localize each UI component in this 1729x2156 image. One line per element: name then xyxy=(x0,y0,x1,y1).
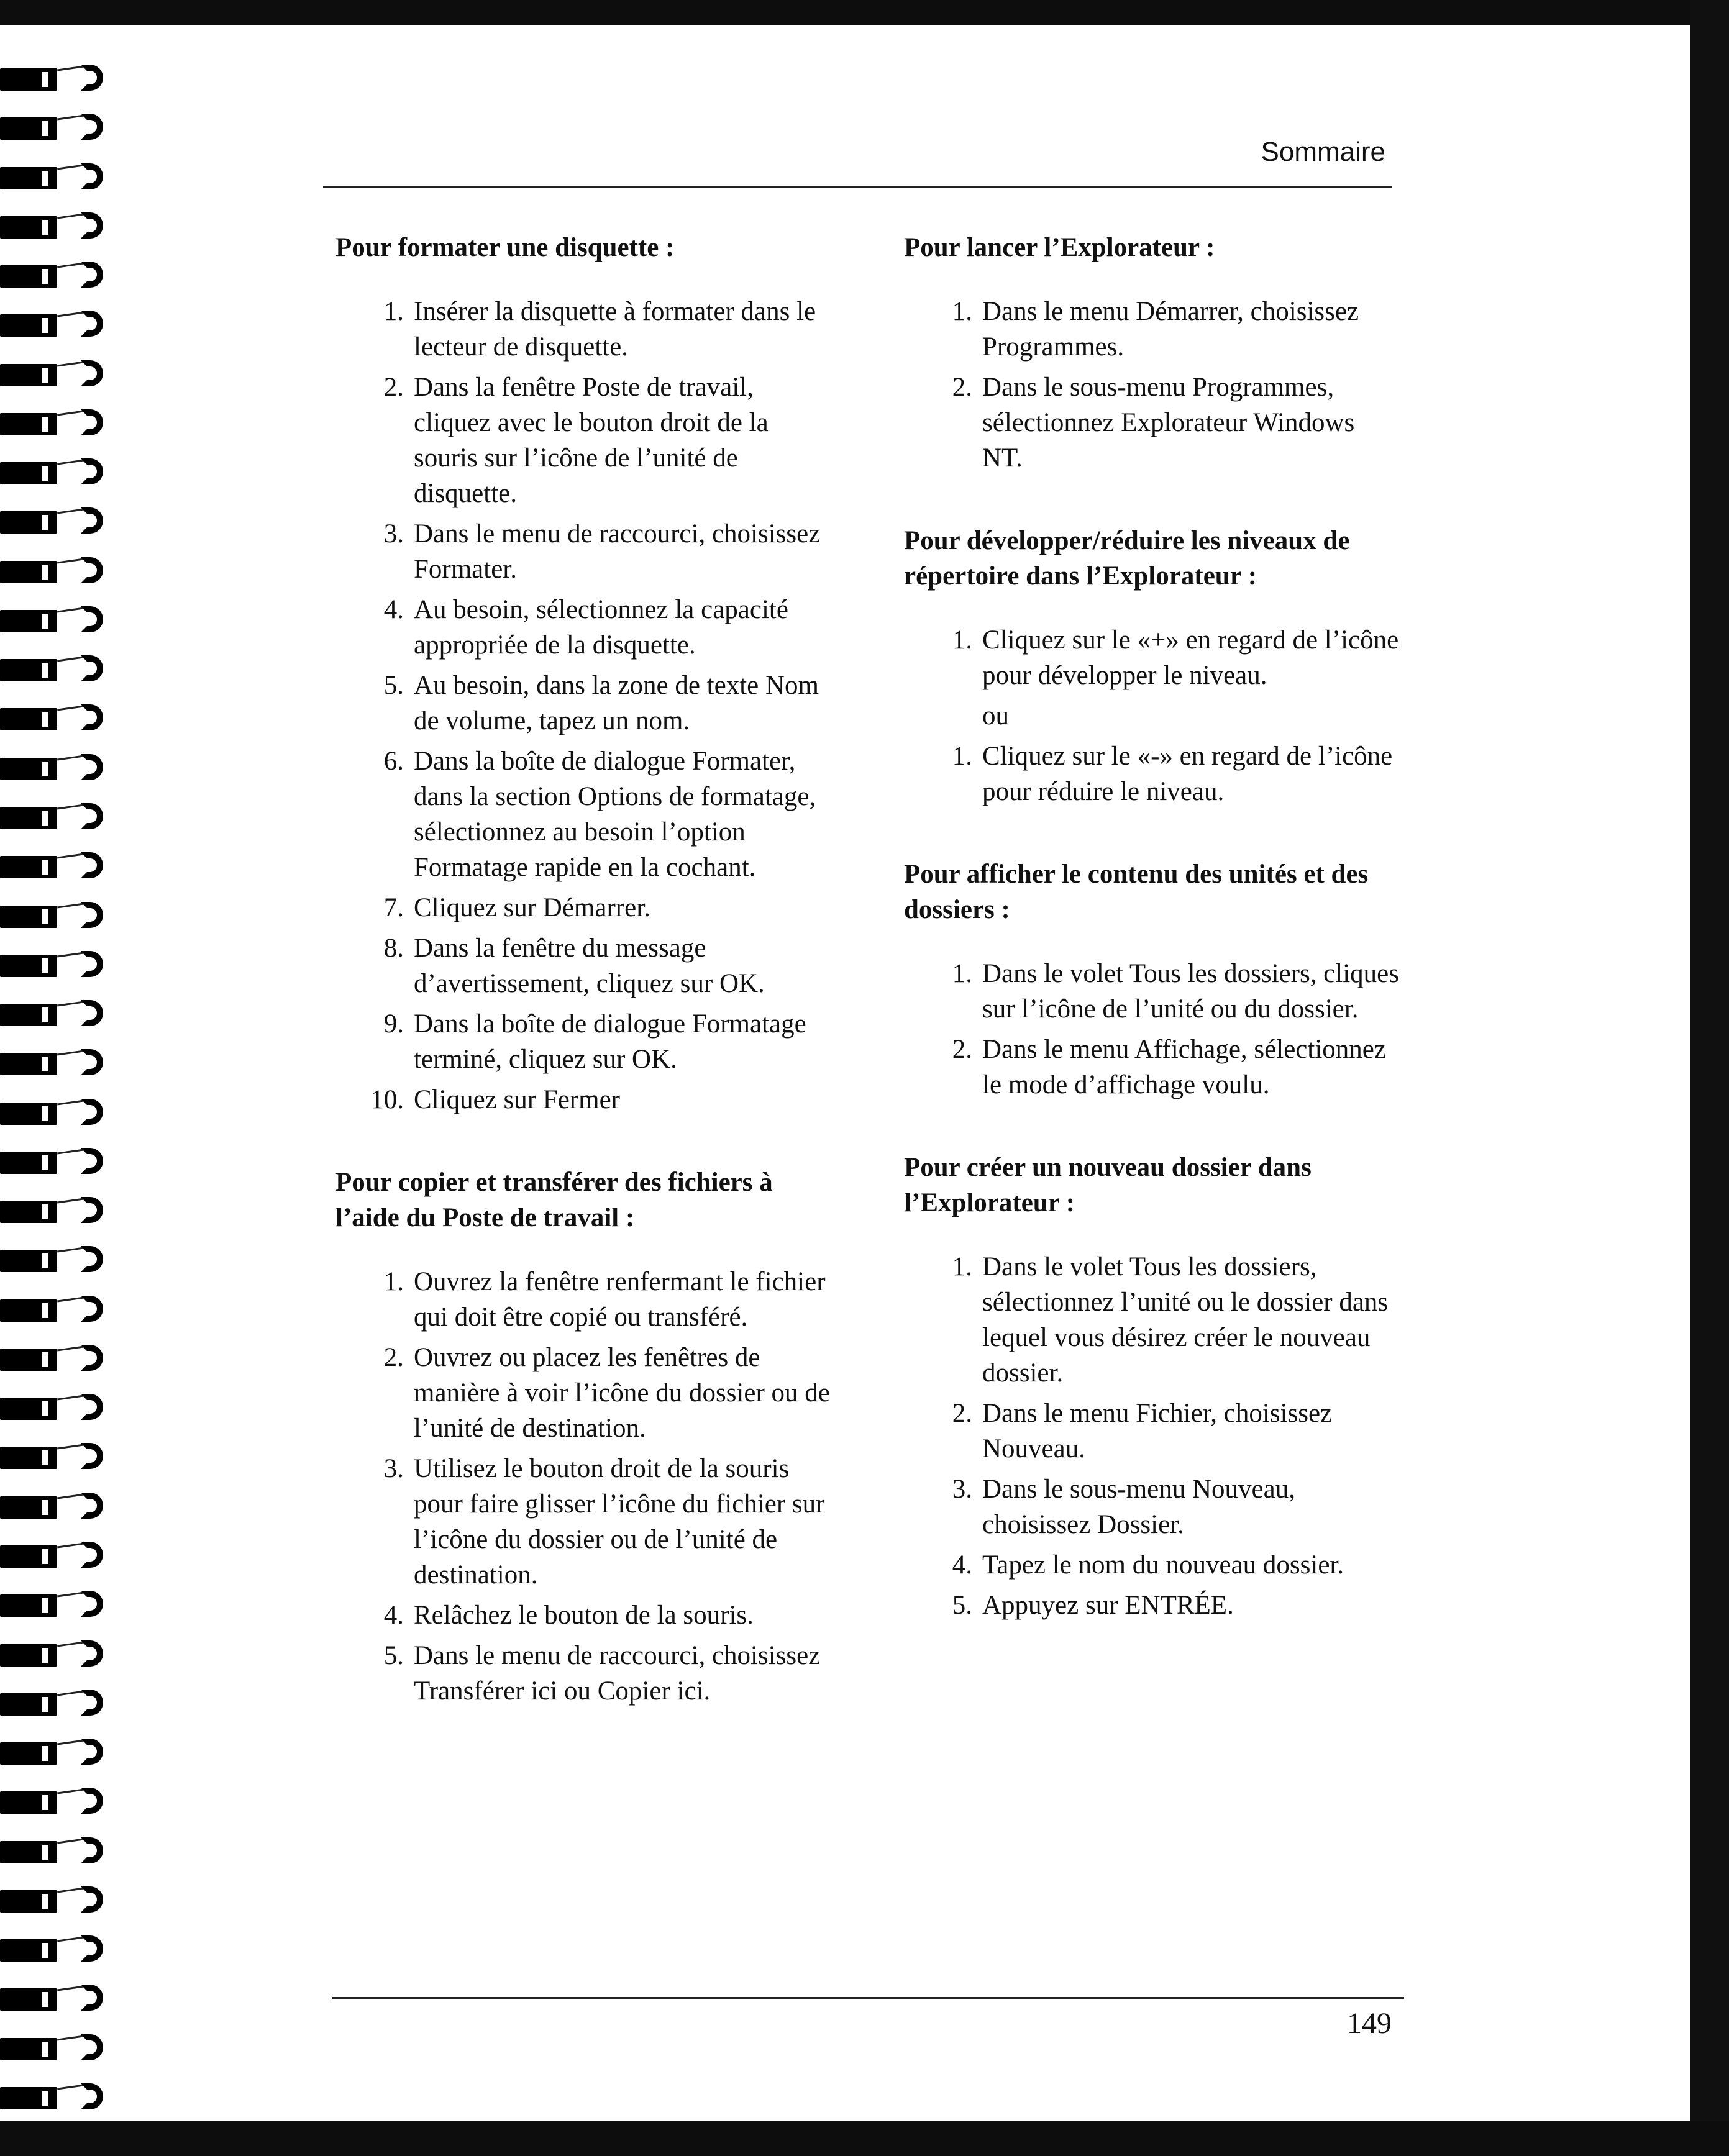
list-item xyxy=(335,1006,833,1077)
step-number: 2. xyxy=(952,1035,972,1064)
binding-ring xyxy=(0,1391,124,1422)
footer-rule xyxy=(332,1997,1404,1999)
binding-ring xyxy=(0,407,124,438)
step-number: 2. xyxy=(383,373,404,402)
step-text: Dans le menu Affichage, sélectionnez le mode d’affichage voulu. xyxy=(982,1035,1386,1099)
spiral-binding xyxy=(0,62,124,2112)
step-text: Dans le menu de raccourci, choisissez Transférer ici ou Copier ici. xyxy=(414,1641,821,1706)
list-item xyxy=(335,1264,833,1335)
list-item xyxy=(335,370,833,511)
step-number: 10. xyxy=(370,1085,404,1114)
procedure-section xyxy=(904,523,1401,809)
list-item xyxy=(335,1082,833,1117)
step-text: Cliquez sur Démarrer. xyxy=(414,893,650,922)
step-number: 1. xyxy=(952,625,972,655)
step-text: Dans le menu Fichier, choisissez Nouveau. xyxy=(982,1399,1333,1463)
binding-ring xyxy=(0,604,124,635)
page-number: 149 xyxy=(1347,2007,1392,2040)
step-text: Au besoin, sélectionnez la capacité appropriée de la disquette. xyxy=(414,595,788,660)
step-list xyxy=(904,294,1401,476)
step-text: Utilisez le bouton droit de la souris pour faire glisser l’icône du fichier sur l’icône du dossier ou de l’unité de destination. xyxy=(414,1454,825,1590)
binding-ring xyxy=(0,850,124,881)
section-title: Pour développer/réduire les niveaux de répertoire dans l’Explorateur : xyxy=(904,526,1350,591)
step-number: 1. xyxy=(952,959,972,988)
step-text: Insérer la disquette à formater dans le lecteur de disquette. xyxy=(414,297,816,362)
list-item xyxy=(904,370,1401,476)
step-number: 3. xyxy=(383,519,404,548)
step-text: Cliquez sur le «+» en regard de l’icône pour développer le niveau. xyxy=(982,625,1399,690)
section-title: Pour formater une disquette : xyxy=(335,233,675,262)
procedure-section xyxy=(335,1165,833,1709)
step-list xyxy=(335,1264,833,1709)
binding-ring xyxy=(0,1539,124,1570)
right-column xyxy=(904,230,1401,1670)
binding-ring xyxy=(0,1490,124,1521)
list-item xyxy=(335,592,833,663)
binding-ring xyxy=(0,210,124,241)
binding-ring xyxy=(0,1096,124,1127)
step-list xyxy=(335,294,833,1117)
binding-ring xyxy=(0,1785,124,1816)
step-number: 2. xyxy=(383,1343,404,1372)
list-item xyxy=(904,1249,1401,1391)
step-number: 8. xyxy=(383,934,404,963)
binding-ring xyxy=(0,1933,124,1964)
section-title: Pour afficher le contenu des unités et des dossiers : xyxy=(904,860,1369,924)
procedure-section xyxy=(904,230,1401,476)
binding-ring xyxy=(0,555,124,586)
binding-ring xyxy=(0,456,124,487)
alternative-separator: ou xyxy=(982,701,1009,730)
list-item xyxy=(904,1396,1401,1467)
scan-border-right xyxy=(1690,0,1729,2156)
binding-ring xyxy=(0,505,124,536)
binding-ring xyxy=(0,308,124,339)
step-number: 4. xyxy=(383,1601,404,1630)
step-text: Dans le volet Tous les dossiers, sélectionnez l’unité ou le dossier dans lequel vous désirez créer le nouveau dossier. xyxy=(982,1252,1389,1388)
step-number: 3. xyxy=(383,1454,404,1483)
binding-ring xyxy=(0,1884,124,1915)
binding-ring xyxy=(0,702,124,733)
step-text: Tapez le nom du nouveau dossier. xyxy=(982,1550,1344,1580)
list-item xyxy=(335,1638,833,1709)
binding-ring xyxy=(0,161,124,192)
list-item xyxy=(335,1340,833,1446)
binding-ring xyxy=(0,1145,124,1176)
binding-ring xyxy=(0,1982,124,2013)
step-number: 4. xyxy=(952,1550,972,1580)
binding-ring xyxy=(0,62,124,93)
binding-ring xyxy=(0,801,124,832)
left-column xyxy=(335,230,833,1756)
binding-ring xyxy=(0,2081,124,2112)
list-item xyxy=(335,668,833,739)
step-number: 1. xyxy=(383,297,404,326)
binding-ring xyxy=(0,752,124,783)
binding-ring xyxy=(0,1194,124,1226)
list-item xyxy=(904,1547,1401,1583)
step-text: Dans le sous-menu Nouveau, choisissez Dossier. xyxy=(982,1475,1295,1539)
step-number: 4. xyxy=(383,595,404,624)
step-number: 5. xyxy=(383,1641,404,1670)
step-number: 5. xyxy=(952,1591,972,1620)
step-number: 6. xyxy=(383,747,404,776)
binding-ring xyxy=(0,1736,124,1767)
step-text: Cliquez sur le «-» en regard de l’icône pour réduire le niveau. xyxy=(982,742,1393,806)
scan-border-top xyxy=(0,0,1729,25)
list-item xyxy=(904,1471,1401,1542)
step-list xyxy=(904,956,1401,1103)
step-text: Dans la fenêtre Poste de travail, cliquez avec le bouton droit de la souris sur l’icône de l’unité de disquette. xyxy=(414,373,769,508)
binding-ring xyxy=(0,653,124,684)
list-item xyxy=(335,1598,833,1633)
list-item xyxy=(335,890,833,926)
binding-ring xyxy=(0,1588,124,1619)
step-number: 1. xyxy=(383,1267,404,1296)
binding-ring xyxy=(0,259,124,290)
step-list xyxy=(904,622,1401,809)
step-text: Appuyez sur ENTRÉE. xyxy=(982,1591,1234,1620)
step-text: Ouvrez la fenêtre renfermant le fichier qui doit être copié ou transféré. xyxy=(414,1267,826,1332)
step-text: Dans la fenêtre du message d’avertissement, cliquez sur OK. xyxy=(414,934,765,998)
document-page xyxy=(0,25,1690,2121)
binding-ring xyxy=(0,1244,124,1275)
procedure-section xyxy=(904,1150,1401,1623)
procedure-section xyxy=(335,230,833,1117)
step-text: Dans le volet Tous les dossiers, cliques sur l’icône de l’unité ou du dossier. xyxy=(982,959,1399,1024)
step-text: Dans la boîte de dialogue Formater, dans la section Options de formatage, sélectionnez au besoin l’option Formatage rapide en la cochant. xyxy=(414,747,816,882)
list-item xyxy=(904,739,1401,809)
binding-ring xyxy=(0,1440,124,1471)
step-number: 2. xyxy=(952,373,972,402)
step-text: Cliquez sur Fermer xyxy=(414,1085,620,1114)
step-number: 7. xyxy=(383,893,404,922)
binding-ring xyxy=(0,2032,124,2063)
step-text: Relâchez le bouton de la souris. xyxy=(414,1601,754,1630)
section-title: Pour créer un nouveau dossier dans l’Explorateur : xyxy=(904,1153,1312,1217)
list-item xyxy=(335,516,833,587)
binding-ring xyxy=(0,899,124,930)
step-number: 9. xyxy=(383,1009,404,1039)
list-item xyxy=(904,622,1401,693)
step-text: Dans le menu de raccourci, choisissez Formater. xyxy=(414,519,821,584)
scan-border-bottom xyxy=(0,2121,1729,2156)
step-number: 1. xyxy=(952,297,972,326)
list-item xyxy=(335,744,833,885)
section-title: Pour lancer l’Explorateur : xyxy=(904,233,1215,262)
list-item xyxy=(335,294,833,365)
procedure-section xyxy=(904,857,1401,1103)
step-text: Dans le sous-menu Programmes, sélectionnez Explorateur Windows NT. xyxy=(982,373,1355,473)
step-text: Au besoin, dans la zone de texte Nom de volume, tapez un nom. xyxy=(414,671,819,735)
list-item xyxy=(335,930,833,1001)
step-number: 3. xyxy=(952,1475,972,1504)
binding-ring xyxy=(0,1687,124,1718)
binding-ring xyxy=(0,1047,124,1078)
binding-ring xyxy=(0,948,124,980)
list-item xyxy=(335,1451,833,1593)
header-rule xyxy=(323,186,1392,188)
step-number: 2. xyxy=(952,1399,972,1428)
running-header: Sommaire xyxy=(1261,137,1385,167)
step-list xyxy=(904,1249,1401,1623)
list-item xyxy=(904,294,1401,365)
binding-ring xyxy=(0,1835,124,1866)
binding-ring xyxy=(0,358,124,389)
list-item xyxy=(904,1032,1401,1103)
step-number: 1. xyxy=(952,742,972,771)
binding-ring xyxy=(0,111,124,142)
binding-ring xyxy=(0,1293,124,1324)
binding-ring xyxy=(0,1342,124,1373)
step-text: Dans le menu Démarrer, choisissez Programmes. xyxy=(982,297,1359,362)
step-text: Dans la boîte de dialogue Formatage terminé, cliquez sur OK. xyxy=(414,1009,806,1074)
binding-ring xyxy=(0,1638,124,1669)
list-item xyxy=(904,1588,1401,1623)
step-number: 1. xyxy=(952,1252,972,1281)
section-title: Pour copier et transférer des fichiers à l’aide du Poste de travail : xyxy=(335,1168,773,1232)
step-number: 5. xyxy=(383,671,404,700)
step-text: Ouvrez ou placez les fenêtres de manière à voir l’icône du dossier ou de l’unité de destination. xyxy=(414,1343,830,1443)
list-item xyxy=(904,956,1401,1027)
binding-ring xyxy=(0,998,124,1029)
